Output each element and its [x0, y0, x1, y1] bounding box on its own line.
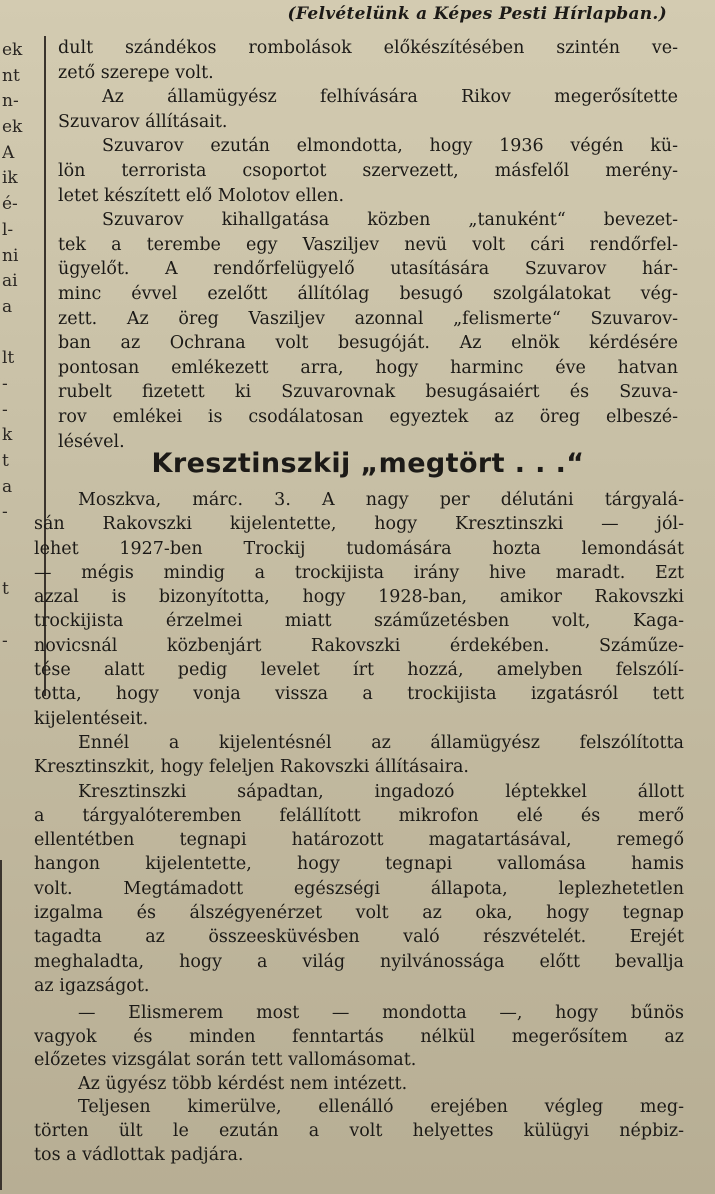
text-line: az igazságot. [34, 975, 150, 996]
text-line: Az ügyész több kérdést nem intézett. [78, 1073, 408, 1094]
text-line: Az államügyész felhívására Rikov megerősítette [102, 87, 678, 108]
text-line: hangon kijelentette, hogy tegnapi vallomása hamis [34, 854, 684, 875]
gutter-fragment: a [2, 296, 13, 317]
text-line: totta, hogy vonja vissza a trockijista izgatásról tett [34, 684, 684, 705]
text-line: dult szándékos rombolások előkészítésében szintén ve- [58, 38, 678, 58]
article-section-1 [58, 36, 678, 454]
gutter-fragment: ni [2, 245, 19, 266]
text-line: Ennél a kijelentésnél az államügyész felszólította [78, 732, 684, 753]
text-line: ban az Ochrana volt besugóját. Az elnök kérdésére [58, 333, 678, 354]
text-line: izgalma és álszégyenérzet volt az oka, hogy tegnap [34, 903, 684, 924]
text-line: lésével. [58, 431, 125, 452]
gutter-fragment: ek [2, 40, 23, 60]
gutter-fragment: t [2, 451, 9, 471]
gutter-fragment: k [2, 425, 13, 446]
gutter-fragment: - [2, 373, 8, 394]
text-line: zett. Az öreg Vasziljev azonnal „felismerte“ Szuvarov- [58, 308, 678, 329]
text-line: kijelentéseit. [34, 708, 149, 729]
text-line: minc évvel ezelőtt állítólag besugó szolgálatokat vég- [58, 283, 678, 304]
text-line: lön terrorista csoportot szervezett, másfelől merény- [58, 160, 678, 181]
text-line: előzetes vizsgálat során tett vallomásomat. [34, 1050, 417, 1071]
text-line: vagyok és minden fenntartás nélkül megerősítem az [34, 1026, 684, 1047]
article-section-2 [34, 488, 684, 998]
text-line: tek a terembe egy Vasziljev nevü volt cári rendőrfel- [58, 234, 678, 255]
text-line: pontosan emlékezett arra, hogy harminc éve hatvan [58, 357, 678, 378]
gutter-fragment: l- [2, 219, 14, 240]
text-line: novicsnál közbenjárt Rakovszki érdekében. Száműze- [34, 635, 684, 656]
text-line: — mégis mindig a trockijista irány hive maradt. Ezt [34, 562, 684, 583]
text-line: ellentétben tegnapi határozott magatartásával, remegő [34, 830, 684, 851]
gutter-fragment: ai [2, 271, 18, 292]
article-section-3 [34, 1002, 684, 1167]
text-line: Szuvarov állításait. [58, 111, 228, 132]
text-line: tos a vádlottak padjára. [34, 1144, 244, 1165]
text-line: — Elismerem most — mondotta —, hogy bűnös [78, 1003, 684, 1023]
text-line: zető szerepe volt. [58, 62, 214, 83]
text-line: Szuvarov kihallgatása közben „tanuként“ bevezet- [102, 210, 678, 231]
text-line: meghaladta, hogy a világ nyilvánossága előtt bevallja [34, 951, 684, 972]
gutter-fragment: é- [2, 194, 18, 215]
text-line: Teljesen kimerülve, ellenálló erejében végleg meg- [78, 1097, 684, 1118]
gutter-fragment: lt [2, 348, 15, 369]
photo-caption: (Felvételünk a Képes Pesti Hírlapban.) [287, 4, 667, 24]
text-line: volt. Megtámadott egészségi állapota, leplezhetetlen [34, 878, 684, 899]
gutter-fragment: nt [2, 65, 20, 86]
column-rule-lower [0, 860, 2, 1190]
text-line: Kresztinszkit, hogy feleljen Rakovszki állításaira. [34, 757, 469, 778]
gutter-fragment: n- [2, 91, 19, 112]
text-line: Moszkva, márc. 3. A nagy per délutáni tárgyalá- [78, 490, 684, 510]
text-line: azzal is bizonyította, hogy 1928-ban, amikor Rakovszki [34, 587, 684, 608]
text-line: Szuvarov ezután elmondotta, hogy 1936 végén kü- [102, 136, 678, 157]
gutter-fragment: - [2, 630, 8, 651]
text-line: tagadta az összeesküvésben való részvételét. Erejét [34, 927, 684, 948]
text-line: rubelt fizetett ki Szuvarovnak besugásaiért és Szuva- [58, 382, 678, 403]
gutter-fragment: ek [2, 117, 23, 138]
gutter-fragment: A [2, 142, 15, 163]
article-headline: Kresztinszkij „megtört . . .“ [151, 448, 585, 479]
gutter-fragment [2, 321, 46, 347]
text-line: trockijista érzelmei miatt száműzetésben volt, Kaga- [34, 611, 684, 632]
gutter-fragment: ik [2, 168, 18, 189]
text-line: tése alatt pedig levelet írt hozzá, amelyben felszólí- [34, 660, 684, 681]
text-line: törten ült le ezután a volt helyettes külügyi népbiz- [34, 1120, 684, 1141]
text-line: Kresztinszki sápadtan, ingadozó léptekkel állott [78, 781, 684, 802]
text-line: lehet 1927-ben Trockij tudomására hozta lemondását [34, 538, 684, 559]
text-line: ügyelőt. A rendőrfelügyelő utasítására Szuvarov hár- [58, 259, 678, 280]
gutter-fragment: - [2, 399, 8, 420]
text-line: a tárgyalóteremben felállított mikrofon elé és merő [34, 805, 684, 826]
text-line: letet készített elő Molotov ellen. [58, 185, 345, 206]
gutter-fragment: a [2, 476, 13, 497]
text-line: rov emlékei is csodálatosan egyeztek az öreg elbeszé- [58, 406, 678, 427]
gutter-fragment: t [2, 579, 9, 600]
gutter-fragment: - [2, 502, 8, 523]
text-line: sán Rakovszki kijelentette, hogy Kresztinszki — jól- [34, 514, 684, 535]
